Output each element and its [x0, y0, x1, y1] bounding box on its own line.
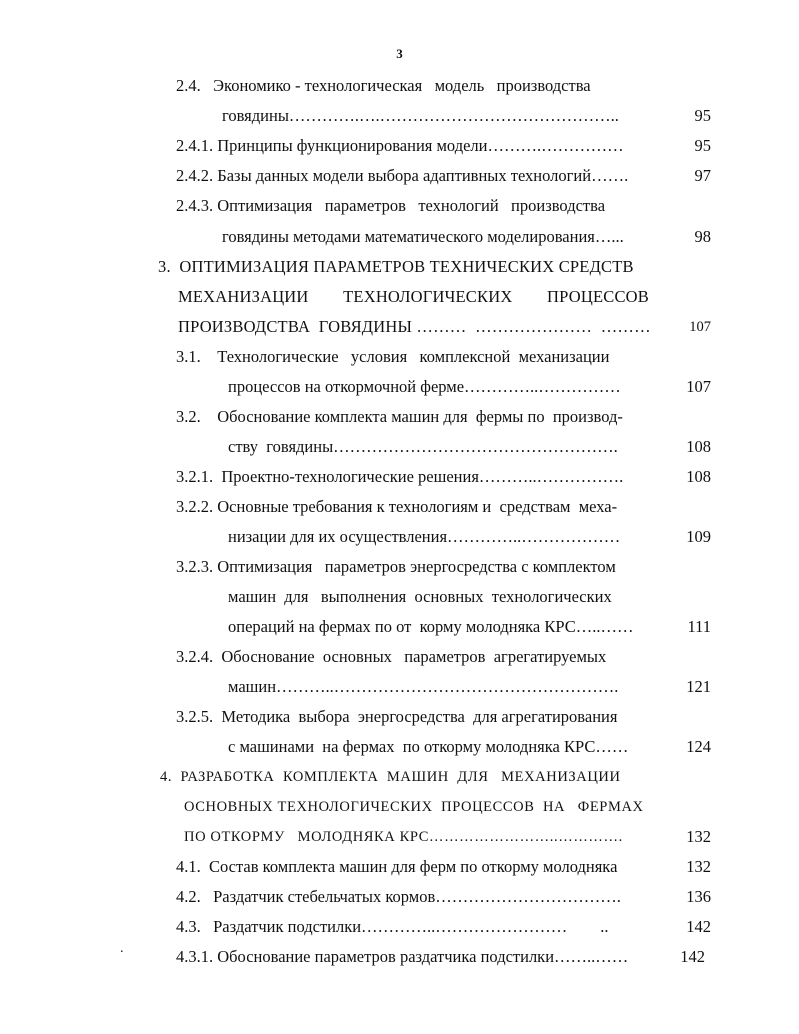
toc-entry-4-line-1: 4. РАЗРАБОТКА КОМПЛЕКТА МАШИН ДЛЯ МЕХАНИЗАЦИИ: [160, 769, 621, 785]
toc-entry-3-line-2: МЕХАНИЗАЦИИ ТЕХНОЛОГИЧЕСКИХ ПРОЦЕССОВ: [178, 287, 649, 306]
toc-entry-4-line-2: ОСНОВНЫХ ТЕХНОЛОГИЧЕСКИХ ПРОЦЕССОВ НА ФЕРМАХ: [184, 799, 644, 815]
toc-entry-2-4-3-line-2: говядины методами математического моделирования…...: [222, 227, 624, 246]
toc-entry-3-1-line-1: 3.1. Технологические условия комплексной механизации: [176, 347, 610, 366]
toc-entry-2-4-2: 2.4.2. Базы данных модели выбора адаптивных технологий…….: [176, 166, 629, 185]
toc-entry-3-2-3-line-3: операций на фермах по от корму молодняка КРС…..……: [228, 617, 634, 636]
toc-entry-3-2-2-line-1: 3.2.2. Основные требования к технологиям и средствам меха-: [176, 497, 618, 516]
toc-entry-2-4-1: 2.4.1. Принципы функционирования модели……….……………: [176, 136, 624, 155]
toc-entry-4-3: 4.3. Раздатчик подстилки…………..…………………… ..: [176, 917, 609, 936]
toc-page-4-3: 142: [686, 917, 711, 936]
toc-page-3-2: 108: [686, 437, 711, 456]
toc-entry-3-line-1: 3. ОПТИМИЗАЦИЯ ПАРАМЕТРОВ ТЕХНИЧЕСКИХ СРЕДСТВ: [158, 257, 634, 276]
toc-page-3-2-3: 111: [687, 617, 711, 636]
toc-entry-3-line-3: ПРОИЗВОДСТВА ГОВЯДИНЫ ……… ………………… ………: [178, 317, 651, 336]
toc-entry-4-line-3: ПО ОТКОРМУ МОЛОДНЯКА КРС……………………..………….: [184, 829, 623, 845]
toc-page-3-2-4: 121: [686, 677, 711, 696]
toc-page-4: 132: [686, 827, 711, 846]
toc-entry-3-2-4-line-1: 3.2.4. Обоснование основных параметров агрегатируемых: [176, 647, 607, 666]
toc-entry-3-2-5-line-1: 3.2.5. Методика выбора энергосредства для агрегатирования: [176, 707, 618, 726]
toc-entry-3-2-5-line-2: с машинами на фермах по откорму молодняка КРС……: [228, 737, 629, 756]
toc-page-3: 107: [689, 319, 711, 335]
toc-entry-3-2-3-line-2: машин для выполнения основных технологических: [228, 587, 612, 606]
toc-entry-3-2-1: 3.2.1. Проектно-технологические решения………..…………….: [176, 467, 624, 486]
toc-page-4-1: 132: [686, 857, 711, 876]
toc-page-3-2-1: 108: [686, 467, 711, 486]
toc-entry-2-4-3-line-1: 2.4.3. Оптимизация параметров технологий производства: [176, 196, 606, 215]
toc-page-3-2-5: 124: [686, 737, 711, 756]
toc-entry-3-2-line-2: ству говядины…………………………………………….: [228, 437, 618, 456]
toc-entry-3-2-line-1: 3.2. Обоснование комплекта машин для фермы по производ-: [176, 407, 623, 426]
toc-page-3-2-2: 109: [686, 527, 711, 546]
toc-entry-3-1-line-2: процессов на откормочной ферме…………..……………: [228, 377, 621, 396]
toc-entry-3-2-3-line-1: 3.2.3. Оптимизация параметров энергосредства с комплектом: [176, 557, 616, 576]
toc-entry-4-1: 4.1. Состав комплекта машин для ферм по откорму молодняка: [176, 857, 618, 876]
toc-page-2-4-1: 95: [694, 136, 711, 155]
toc-page-4-2: 136: [686, 887, 711, 906]
toc-entry-3-2-4-line-2: машин………..…………………………………………….: [228, 677, 619, 696]
toc-page-3-1: 107: [686, 377, 711, 396]
toc-entry-2-4-line-2: говядины………….….……………………………………..: [222, 106, 619, 125]
toc-page-2-4-2: 97: [694, 166, 711, 185]
toc-page-4-3-1: 142: [680, 947, 705, 966]
toc-page-2-4: 95: [694, 106, 711, 125]
stray-mark: .: [120, 941, 124, 956]
toc-entry-4-2: 4.2. Раздатчик стебельчатых кормов…………………………….: [176, 887, 621, 906]
toc-page-2-4-3: 98: [694, 227, 711, 246]
toc-entry-3-2-2-line-2: низации для их осуществления…………..………………: [228, 527, 621, 546]
toc-entry-2-4-line-1: 2.4. Экономико - технологическая модель производства: [176, 76, 591, 95]
toc-entry-4-3-1: 4.3.1. Обоснование параметров раздатчика подстилки……..……: [176, 947, 629, 966]
page-number: 3: [396, 46, 403, 61]
